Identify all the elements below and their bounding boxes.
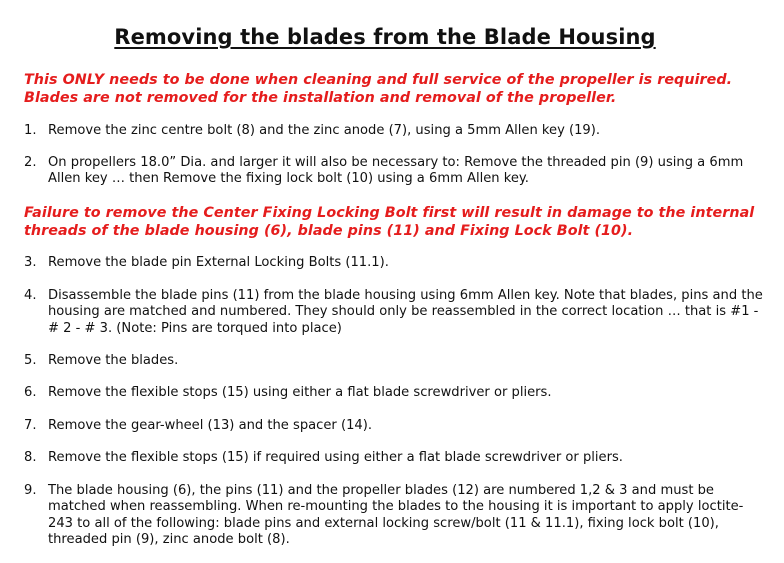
step-number: 8. — [24, 450, 37, 465]
step-text: Remove the blade pin External Locking Bolts (11.1). — [48, 255, 389, 270]
step-item — [24, 288, 764, 337]
step-text: Disassemble the blade pins (11) from the blade housing using 6mm Allen key. Note that blades, pins and the housing are matched and numbered. They should only be reassembled in the correct location … that is #1 - # 2 - # 3. (Note: Pins are torqued into place) — [48, 288, 763, 336]
warning-note-locking-bolt: Failure to remove the Center Fixing Locking Bolt first will result in damage to the internal threads of the blade housing (6), blade pins (11) and Fixing Lock Bolt (10). — [24, 205, 755, 239]
step-text: Remove the zinc centre bolt (8) and the zinc anode (7), using a 5mm Allen key (19). — [48, 123, 601, 138]
step-number: 6. — [24, 385, 37, 400]
step-number: 7. — [24, 418, 37, 433]
step-item — [24, 353, 764, 369]
step-number: 3. — [24, 255, 37, 270]
step-item — [24, 155, 764, 188]
step-item — [24, 123, 764, 139]
step-number: 2. — [24, 155, 37, 170]
step-item — [24, 255, 764, 271]
step-text: Remove the flexible stops (15) using either a flat blade screwdriver or pliers. — [48, 385, 552, 400]
step-item — [24, 385, 764, 401]
step-text: On propellers 18.0” Dia. and larger it will also be necessary to: Remove the threaded pin (9) using a 6mm Allen key … then Remove the fixing lock bolt (10) using a 6mm Allen key. — [48, 155, 744, 187]
step-text: Remove the flexible stops (15) if required using either a flat blade screwdriver or pliers. — [48, 450, 623, 465]
step-number: 5. — [24, 353, 37, 368]
step-text: Remove the gear-wheel (13) and the spacer (14). — [48, 418, 373, 433]
page-title: Removing the blades from the Blade Housing — [114, 25, 656, 49]
step-number: 1. — [24, 123, 37, 138]
step-item — [24, 450, 764, 466]
step-number: 9. — [24, 483, 37, 498]
warning-note-blades-not-removed: This ONLY needs to be done when cleaning and full service of the propeller is required. Blades are not removed for the installation and removal of the propeller. — [24, 72, 733, 106]
step-text: Remove the blades. — [48, 353, 179, 368]
step-item — [24, 418, 764, 434]
step-item — [24, 483, 764, 549]
step-text: The blade housing (6), the pins (11) and the propeller blades (12) are numbered 1,2 & 3 and must be matched when reassembling. When re-mounting the blades to the housing it is important to apply loctite-243 to all of the following: blade pins and external locking screw/bolt (11 & 11.1), fixing lock bolt (10), threaded pin (9), zinc anode bolt (8). — [48, 483, 744, 548]
step-number: 4. — [24, 288, 37, 303]
